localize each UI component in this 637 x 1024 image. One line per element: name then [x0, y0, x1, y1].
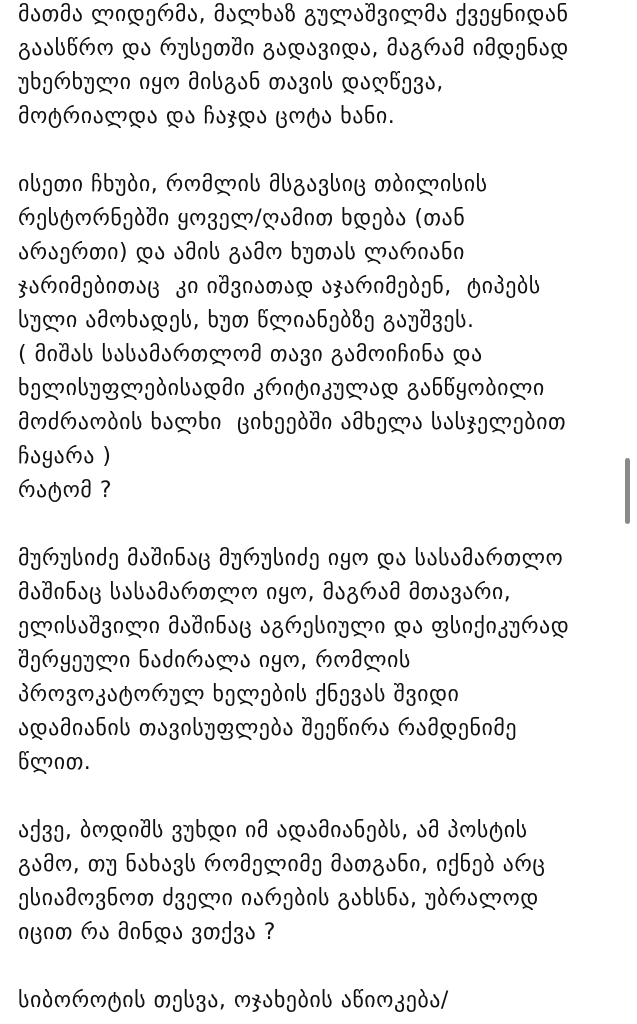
text-line-1: მათმა ლიდერმა, მალხაზ გულაშვილმა ქვეყნიდან [18, 2, 569, 27]
text-line-30: სიბოროტის თესვა, ოჯახების აწიოკება/ [18, 988, 449, 1013]
text-line-18: მაშინაც სასამართლო იყო, მაგრამ მთავარი, [18, 580, 512, 605]
text-line-10: სული ამოხადეს, ხუთ წლიანებზე გაუშვეს. [18, 308, 475, 333]
text-line-28: იცით რა მინდა ვთქვა ? [18, 920, 276, 945]
vertical-scrollbar-thumb[interactable] [625, 458, 630, 524]
text-line-22: ადამიანის თავისუფლება შეეწირა რამდენიმე [18, 716, 518, 741]
text-line-23: წლით. [18, 750, 92, 775]
text-line-6: ისეთი ჩხუბი, რომლის მსგავსიც თბილისის [18, 172, 488, 197]
text-line-25: აქვე, ბოდიშს ვუხდი იმ ადამიანებს, ამ პოსტის [18, 818, 528, 843]
text-line-4: მოტრიალდა და ჩაჯდა ცოტა ხანი. [18, 104, 396, 129]
text-line-14: ჩაყარა ) [18, 444, 112, 469]
text-line-7: რესტორნებში ყოველ/ღამით ხდება (თან [18, 206, 466, 231]
text-line-21: პროვოკატორულ ხელების ქნევას შვიდი [18, 682, 460, 707]
text-line-2: გაასწრო და რუსეთში გადავიდა, მაგრამ იმდენად [18, 36, 569, 61]
text-line-3: უხერხული იყო მისგან თავის დაღწევა, [18, 70, 444, 95]
text-line-15: რატომ ? [18, 478, 113, 503]
text-line-13: მოძრაობის ხალხი ციხეებში ამხელა სასჯელებით [18, 410, 567, 435]
text-line-27: ესიამოვნოთ ძველი იარების გახსნა, უბრალოდ [18, 886, 539, 911]
text-line-20: შერყეული ნაძირალა იყო, რომლის [18, 648, 411, 673]
text-line-8: არაერთი) და ამის გამო ხუთას ლარიანი [18, 240, 465, 265]
text-line-26: გამო, თუ ნახავს რომელიმე მათგანი, იქნებ არც [18, 852, 546, 877]
text-line-19: ელისაშვილი მაშინაც აგრესიული და ფსიქიკურად [18, 614, 570, 639]
text-line-11: ( მიშას სასამართლომ თავი გამოიჩინა და [18, 342, 483, 367]
text-line-12: ხელისუფლებისადმი კრიტიკულად განწყობილი [18, 376, 545, 401]
text-line-9: ჯარიმებითაც კი იშვიათად აჯარიმებენ, ტიპებს [18, 274, 541, 299]
text-line-17: მურუსიძე მაშინაც მურუსიძე იყო და სასამართლო [18, 546, 564, 571]
